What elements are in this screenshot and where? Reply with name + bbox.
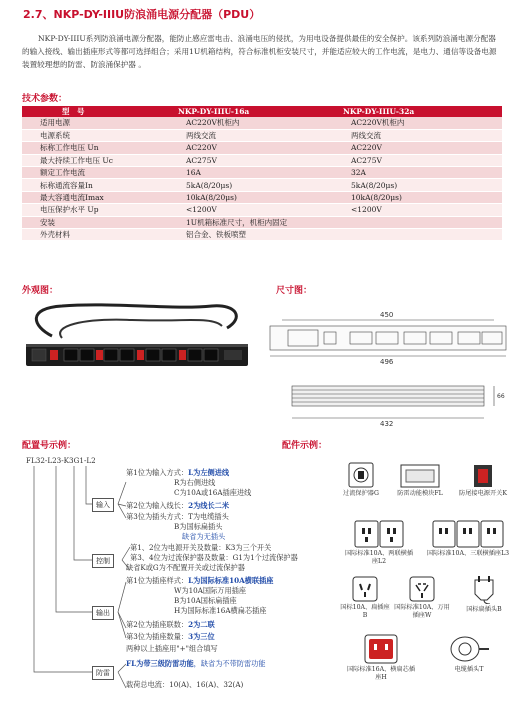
order-line: C为10A或16A插座进线 — [174, 488, 252, 497]
box-input: 输入 — [92, 498, 114, 512]
dims-heading: 尺寸图： — [276, 286, 313, 296]
accessory-item: 电缆插头T — [434, 634, 504, 674]
order-heading: 配置号示例： — [22, 441, 77, 451]
socket-b-icon — [352, 576, 378, 602]
dim-top-label: 450 — [380, 311, 394, 319]
table-cell: 适用电源 — [22, 117, 172, 129]
order-line: 第1位为输入方式：L为左侧进线 — [126, 468, 230, 477]
table-cell: 16A — [172, 167, 337, 179]
intro-paragraph: NKP-DY-IIIU系列防浪涌电源分配器，能防止感应雷电击、浪涌电压的侵扰，为用电设备提供最佳的安全保护。该系列防浪涌电源分配器的输入接线、输出插座形式等都可选择组合；采用1U机箱结构，符合标准机柜安装尺寸，并能适应较大的工作电流，是电力、通信等设备电源装置较理想的防雷、防浪涌保护器 。 — [22, 34, 497, 69]
table-cell: AC220V机柜内 — [172, 117, 337, 129]
table-cell: AC275V — [337, 154, 502, 166]
order-line: 第3位为插头方式：T为电缆插头 — [126, 512, 229, 521]
table-row — [22, 117, 502, 129]
cable-plug-icon — [447, 634, 491, 664]
order-code: FL32-L23-K3G1-L2 — [26, 456, 96, 465]
order-line: 第3位为插座数量：3为三位 — [126, 632, 215, 641]
order-line: B为国标扁插头 — [174, 522, 223, 531]
table-cell: 两线交流 — [172, 129, 337, 141]
order-line: 第1、2位为电源开关及数量：K3为三个开关 — [130, 543, 272, 552]
table-row — [22, 179, 502, 191]
order-line: 缺省K或G为不配置开关或过流保护器 — [126, 563, 245, 572]
photo-heading: 外观图： — [22, 286, 59, 296]
table-cell: <1200V — [172, 204, 337, 216]
table-row — [22, 229, 502, 241]
plug-b-icon — [469, 574, 499, 604]
table-cell: AC275V — [172, 154, 337, 166]
order-line: 两种以上插座用"+"组合填写 — [126, 644, 218, 653]
accessory-item: 国际标准10A、两联横插座L2 — [344, 520, 414, 566]
table-cell: 5kA(8/20μs) — [172, 179, 337, 191]
table-cell: AC220V机柜内 — [337, 117, 502, 129]
order-line: B为10A国标扁插座 — [174, 596, 237, 605]
table-cell: 标称通流容量In — [22, 179, 172, 191]
dim-height-label: 66 — [497, 393, 505, 400]
order-line: 缺省为无插头 — [182, 532, 226, 541]
table-cell: 额定工作电流 — [22, 167, 172, 179]
order-line: FL为带三级防雷功能，缺省为不带防雷功能 — [126, 659, 266, 668]
table-cell: 10kA(8/20μs) — [172, 191, 337, 203]
accessory-item: 过流保护器G — [334, 462, 388, 498]
table-cell: <1200V — [337, 204, 502, 216]
accessory-item: 国际标准16A、横扁芯插座H — [346, 634, 416, 682]
table-cell: 32A — [337, 167, 502, 179]
table-cell: 1U机箱标准尺寸，机柜内固定 — [172, 216, 502, 228]
socket-w-icon — [409, 576, 435, 602]
socket-h-icon — [364, 634, 398, 664]
socket-l2-icon — [354, 520, 404, 548]
table-cell: 两线交流 — [337, 129, 502, 141]
dimension-drawing — [268, 296, 508, 436]
accessory-item: 国标扁插头B — [454, 574, 514, 614]
page-title: 2.7、NKP-DY-IIIU防浪涌电源分配器（PDU） — [23, 8, 261, 21]
table-cell: 电源系统 — [22, 129, 172, 141]
order-line: 第3、4位为过流保护器及数量：G1为1个过流保护器 — [130, 553, 298, 562]
table-cell: 安装 — [22, 216, 172, 228]
accessory-item: 国际标准10A、万用插座W — [394, 576, 450, 620]
order-line: R为右侧进线 — [174, 478, 216, 487]
table-cell: 最大持续工作电压 Uc — [22, 154, 172, 166]
accessory-item: 国际标准10A、三联横插座L3 — [424, 520, 512, 558]
order-line: W为10A国际万用插座 — [174, 586, 247, 595]
spec-heading: 技术参数： — [22, 94, 68, 104]
spec-header-16a: NKP-DY-IIIU-16a — [172, 106, 337, 117]
accessory-item: 防雷动能模块FL — [390, 464, 450, 498]
order-line: H为国际标准16A横扁芯插座 — [174, 606, 267, 615]
pdu-photo — [22, 296, 252, 406]
table-cell: 5kA(8/20μs) — [337, 179, 502, 191]
table-row — [22, 167, 502, 179]
accessory-item: 防尾接电源开关K — [452, 464, 514, 498]
table-cell: 10kA(8/20μs) — [337, 191, 502, 203]
spec-header-32a: NKP-DY-IIIU-32a — [337, 106, 502, 117]
table-cell: 铝合金、铁板喷塑 — [172, 229, 502, 241]
accessory-item: 国标10A、扁插座B — [340, 576, 390, 620]
order-line: 第1位为插座样式：L为国际标准10A横联插座 — [126, 576, 274, 585]
order-diagram — [22, 452, 322, 707]
table-row — [22, 216, 502, 228]
box-protect: 防雷 — [92, 666, 114, 680]
socket-l3-icon — [432, 520, 504, 548]
table-cell: 电压保护水平 Up — [22, 204, 172, 216]
table-cell: AC220V — [337, 142, 502, 154]
table-cell: 标称工作电压 Un — [22, 142, 172, 154]
dim-bottom-label: 432 — [380, 420, 394, 428]
switch-icon — [473, 464, 493, 488]
table-cell: 外壳材料 — [22, 229, 172, 241]
accessory-grid — [334, 456, 514, 708]
box-output: 输出 — [92, 606, 114, 620]
order-line: 第2位为插座联数：2为二联 — [126, 620, 215, 629]
table-row — [22, 154, 502, 166]
breaker-icon — [348, 462, 374, 488]
accessory-heading: 配件示例： — [282, 441, 328, 451]
order-line: 第2位为输入线长：2为线长二米 — [126, 501, 230, 510]
order-line: 载荷总电流：10(A)、16(A)、32(A) — [126, 680, 244, 689]
spec-table — [22, 106, 502, 241]
table-cell: AC220V — [172, 142, 337, 154]
table-row — [22, 191, 502, 203]
spec-header-model: 型 号 — [22, 106, 172, 117]
surge-module-icon — [400, 464, 440, 488]
table-row — [22, 204, 502, 216]
table-row — [22, 142, 502, 154]
spec-header-row — [22, 106, 502, 117]
table-cell: 最大容通电流Imax — [22, 191, 172, 203]
box-control: 控制 — [92, 554, 114, 568]
table-row — [22, 129, 502, 141]
dim-mid-label: 496 — [380, 358, 394, 366]
